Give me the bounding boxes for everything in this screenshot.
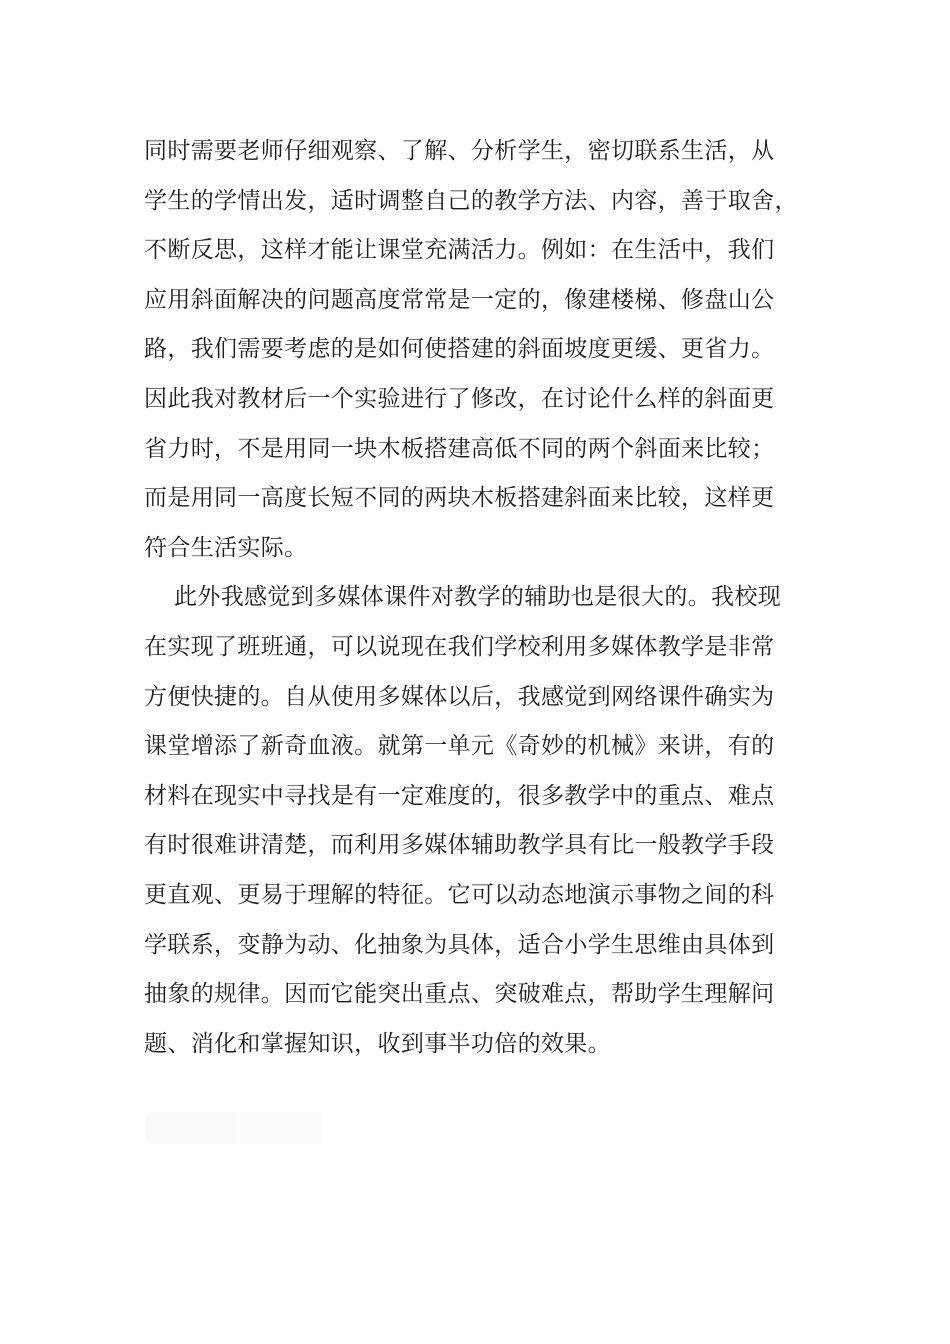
text-line: 材料在现实中寻找是有一定难度的，很多教学中的重点、难点 (144, 782, 775, 809)
text-line: 不断反思，这样才能让课堂充满活力。例如：在生活中，我们 (144, 237, 775, 264)
text-line: 方便快捷的。自从使用多媒体以后，我感觉到网络课件确实为 (144, 683, 775, 710)
faint-smudge (146, 1112, 322, 1144)
text-line: 学生的学情出发，适时调整自己的教学方法、内容，善于取舍， (144, 187, 798, 214)
text-line: 而是用同一高度长短不同的两块木板搭建斜面来比较，这样更 (144, 485, 775, 512)
text-line: 抽象的规律。因而它能突出重点、突破难点，帮助学生理解问 (144, 981, 775, 1008)
text-line: 题、消化和掌握知识，收到事半功倍的效果。 (144, 1030, 611, 1057)
text-line: 在实现了班班通，可以说现在我们学校利用多媒体教学是非常 (144, 633, 775, 660)
text-line: 应用斜面解决的问题高度常常是一定的，像建楼梯、修盘山公 (144, 286, 775, 313)
text-line: 有时很难讲清楚，而利用多媒体辅助教学具有比一般教学手段 (144, 832, 775, 859)
text-line: 同时需要老师仔细观察、了解、分析学生，密切联系生活，从 (144, 138, 775, 164)
text-line: 因此我对教材后一个实验进行了修改，在讨论什么样的斜面更 (144, 385, 775, 412)
body-text (144, 127, 824, 1069)
text-line: 课堂增添了新奇血液。就第一单元《奇妙的机械》来讲，有的 (144, 733, 775, 760)
text-line: 路，我们需要考虑的是如何使搭建的斜面坡度更缓、更省力。 (144, 336, 775, 363)
text-line: 省力时，不是用同一块木板搭建高低不同的两个斜面来比较； (144, 435, 775, 462)
text-line: 更直观、更易于理解的特征。它可以动态地演示事物之间的科 (144, 881, 775, 908)
text-line: 学联系，变静为动、化抽象为具体，适合小学生思维由具体到 (144, 931, 775, 958)
paragraph-start-line: 此外我感觉到多媒体课件对教学的辅助也是很大的。我校现 (174, 584, 782, 611)
text-line: 符合生活实际。 (144, 534, 308, 561)
